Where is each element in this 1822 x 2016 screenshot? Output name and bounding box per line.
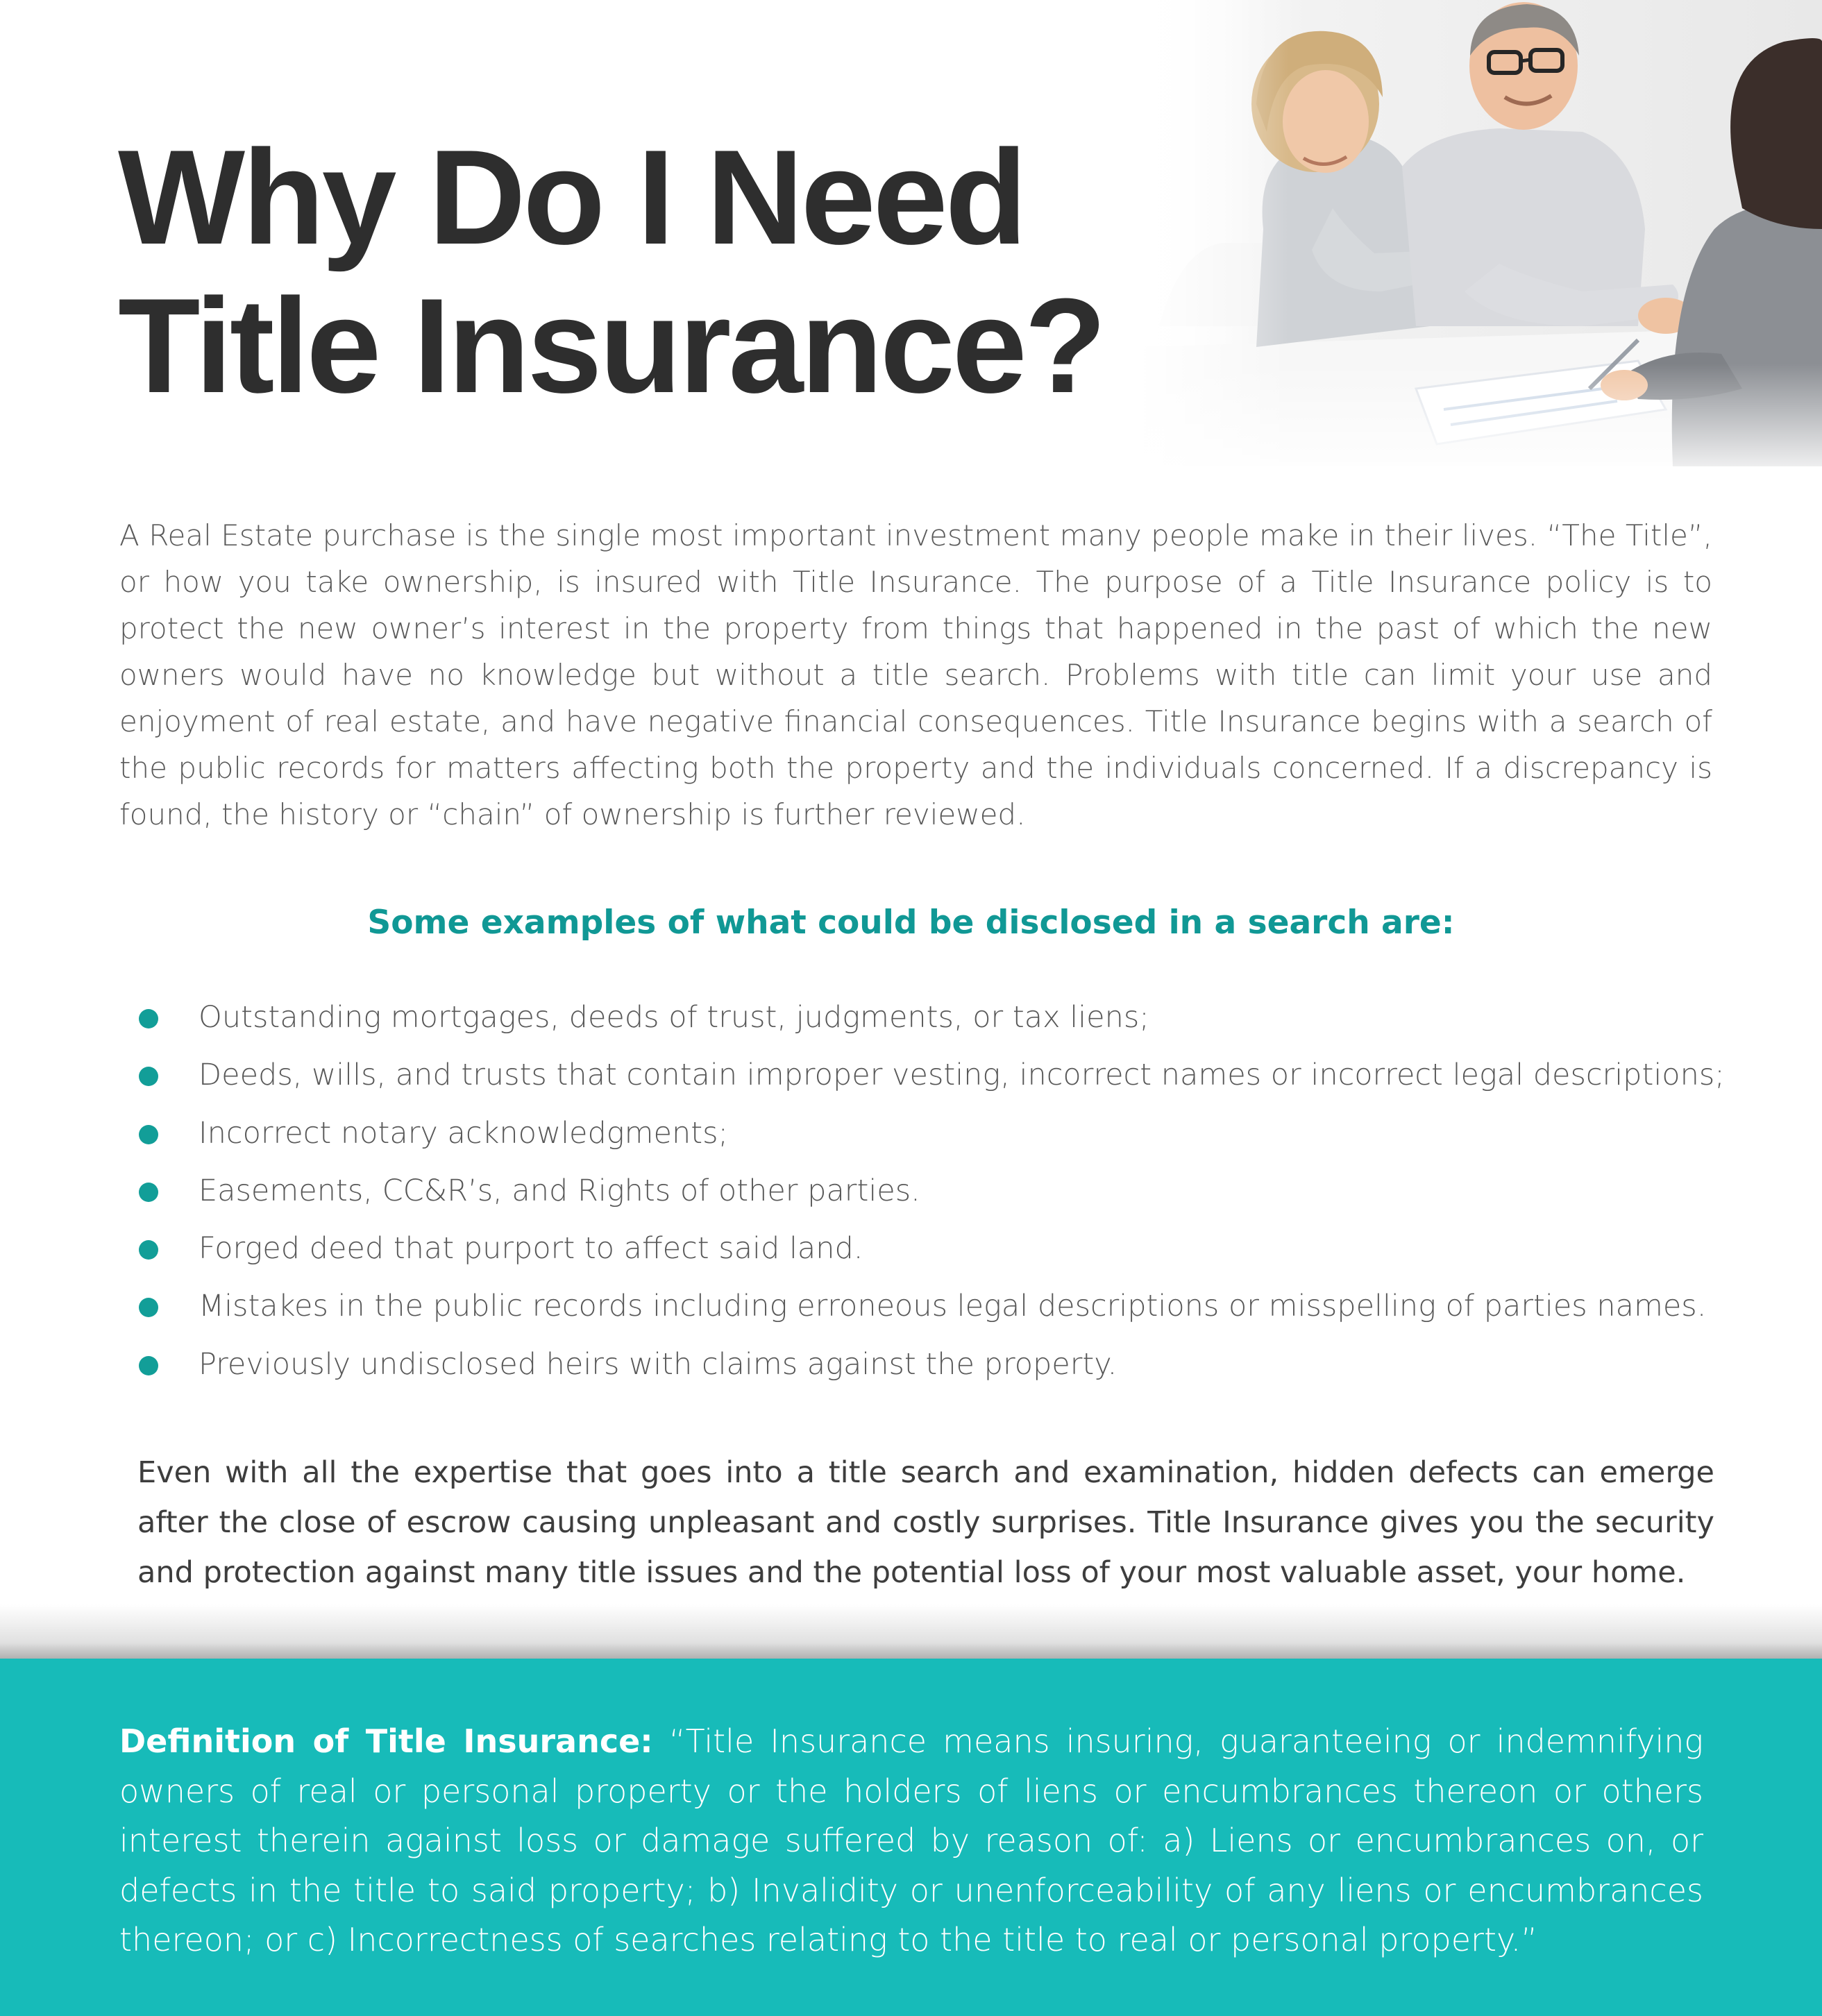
bullet-dot-icon <box>139 1183 158 1202</box>
list-item-text: Mistakes in the public records including erroneous legal descriptions or misspelling of parties names. <box>199 1289 1707 1324</box>
list-item-text: Outstanding mortgages, deeds of trust, judgments, or tax liens; <box>199 1000 1149 1035</box>
bullet-dot-icon <box>139 1240 158 1260</box>
page-title-line-1: Why Do I Need <box>118 122 1025 273</box>
examples-list <box>136 995 1732 1400</box>
list-item <box>136 1284 1732 1341</box>
closing-paragraph: Even with all the expertise that goes into a title search and examination, hidden defects can emerge after the close of escrow causing unpleasant and costly surprises. Title Insurance gives you the security and protection against many title issues and the potential loss of your most valuable asset, your home. <box>137 1455 1714 1590</box>
examples-heading: Some examples of what could be disclosed in a search are: <box>367 904 1455 942</box>
bullet-dot-icon <box>139 1356 158 1375</box>
list-item-text: Previously undisclosed heirs with claims against the property. <box>199 1346 1117 1382</box>
list-item <box>136 1342 1732 1400</box>
list-item-text: Forged deed that purport to affect said land. <box>199 1231 863 1267</box>
intro-paragraph: A Real Estate purchase is the single most important investment many people make in their lives. “The Title”, or how you take ownership, is insured with Title Insurance. The purpose of a Title Insurance policy is to protect the new owner’s interest in the property from things that happened in the past of which the new owners would have no knowledge but without a title search. Problems with title can limit your use and enjoyment of real estate, and have negative financial consequences. Title Insurance begins with a search of the public records for matters affecting both the property and the individuals concerned. If a discrepancy is found, the history or “chain” of ownership is further reviewed. <box>119 518 1712 831</box>
definition-term: Definition of Title Insurance: <box>119 1722 653 1760</box>
list-item-text: Deeds, wills, and trusts that contain improper vesting, incorrect names or incorrect legal descriptions; <box>199 1058 1725 1093</box>
definition-panel-shadow <box>0 1604 1822 1659</box>
list-item-text: Incorrect notary acknowledgments; <box>199 1115 728 1151</box>
bullet-dot-icon <box>139 1067 158 1086</box>
bullet-dot-icon <box>139 1298 158 1317</box>
bullet-dot-icon <box>139 1125 158 1144</box>
list-item <box>136 1053 1732 1110</box>
list-item <box>136 1169 1732 1226</box>
definition-body: “Title Insurance means insuring, guaranteeing or indemnifying owners of real or personal property or the holders of liens or encumbrances thereon or others interest therein against loss or damage suffered by reason of: a) Liens or encumbrances on, or defects in the title to said property; b) Invalidity or unenforceability of any liens or encumbrances thereon; or c) Incorrectness of searches relating to the title to real or personal property.” <box>119 1722 1703 1958</box>
list-item <box>136 1111 1732 1169</box>
page-title-line-2: Title Insurance? <box>118 271 1104 421</box>
list-item <box>136 995 1732 1053</box>
bullet-dot-icon <box>139 1009 158 1028</box>
list-item <box>136 1226 1732 1284</box>
definition-paragraph <box>119 1717 1703 1965</box>
list-item-text: Easements, CC&R’s, and Rights of other parties. <box>199 1173 920 1208</box>
page-title <box>118 124 1159 421</box>
couple-with-agent-photo <box>1138 0 1822 466</box>
